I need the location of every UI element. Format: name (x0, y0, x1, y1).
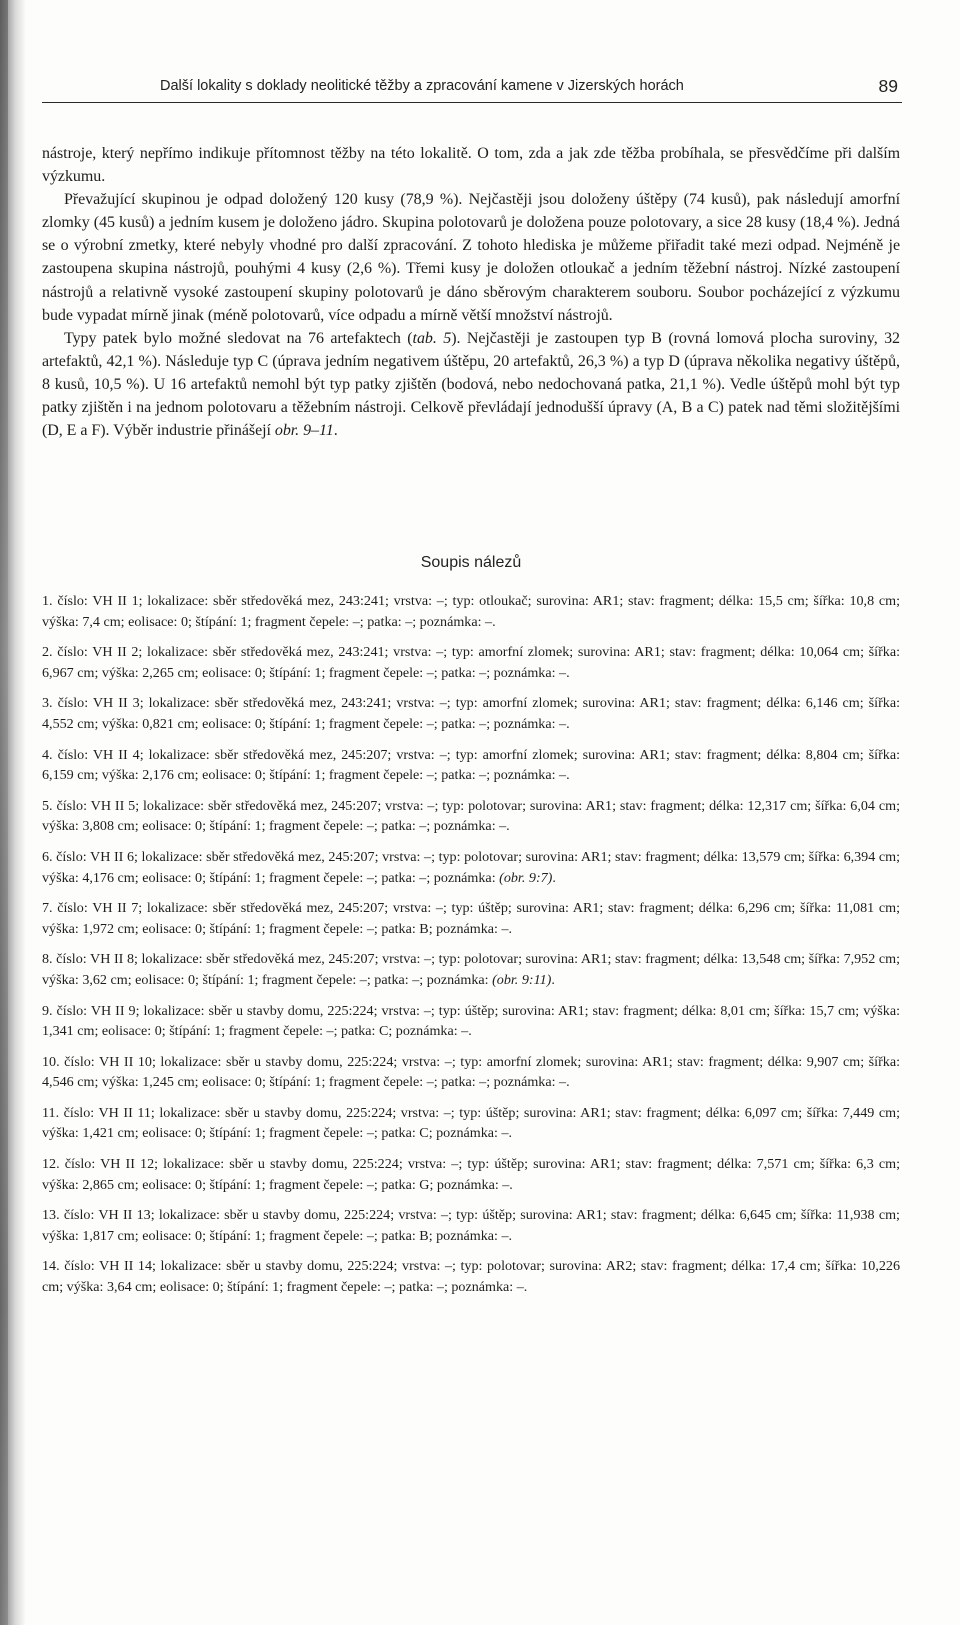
entry-number: 6. číslo: (42, 848, 87, 865)
catalogue-entry (42, 796, 900, 837)
paragraph-3-part-3: . (333, 422, 338, 440)
entry-text: VH II 2; lokalizace: sběr středověká mez, 243:241; vrstva: –; typ: amorfní zlomek; surovina: AR1; stav: fragment; délka: 10,064 cm; šířka: 6,967 cm; výška: 2,265 cm; eolisace: 0; štípání: 1; fragment čepele: –; patka: –; poznámka: –. (42, 644, 900, 681)
entry-text: VH II 8; lokalizace: sběr středověká mez, 245:207; vrstva: –; typ: polotovar; surovina: AR1; stav: fragment; délka: 13,548 cm; šířka: 7,952 cm; výška: 3,62 cm; eolisace: 0; štípání: 1; fragment čepele: –; patka: –; poznámka: (42, 951, 900, 988)
page-number: 89 (878, 76, 898, 96)
catalogue-entry (42, 1103, 900, 1144)
entry-tail: . (551, 971, 555, 988)
entry-number: 4. číslo: (42, 746, 89, 763)
entry-text: VH II 11; lokalizace: sběr u stavby domu, 225:224; vrstva: –; typ: úštěp; surovina: AR1; stav: fragment; délka: 6,097 cm; šířka: 7,449 cm; výška: 1,421 cm; eolisace: 0; štípání: 1; fragment čepele: –; patka: C; poznámka: –. (42, 1104, 900, 1142)
catalogue-entry (42, 642, 900, 683)
entry-text: VH II 13; lokalizace: sběr u stavby domu, 225:224; vrstva: –; typ: úštěp; surovina: AR1; stav: fragment; délka: 6,645 cm; šířka: 11,938 cm; výška: 1,817 cm; eolisace: 0; štípání: 1; fragment čepele: –; patka: B; poznámka: –. (42, 1207, 900, 1244)
catalogue-entry (42, 847, 900, 888)
entry-text: VH II 7; lokalizace: sběr středověká mez, 245:207; vrstva: –; typ: úštěp; surovina: AR1; stav: fragment; délka: 6,296 cm; šířka: 11,081 cm; výška: 1,972 cm; eolisace: 0; štípání: 1; fragment čepele: –; patka: B; poznámka: –. (42, 900, 900, 937)
catalogue-entry (42, 1001, 900, 1042)
catalogue-entry (42, 1205, 900, 1246)
catalogue-entry (42, 898, 900, 939)
running-header-title: Další lokality s doklady neolitické těžby a zpracování kamene v Jizerských horách (160, 78, 684, 94)
catalogue-entry (42, 949, 900, 990)
section-heading: Soupis nálezů (420, 554, 522, 571)
running-header (42, 76, 902, 103)
paragraph-2: Převažující skupinou je odpad doložený 120 kusy (78,9 %). Nejčastěji jsou doloženy úštěpy (74 kusů), pak následují amorfní zlomky (45 kusů) a jedním kusem je doloženo jádro. Skupina polotovarů je doložena pouze polotovary, a sice 28 kusy (18,4 %). Jedná se o výrobní zmetky, které nebyly vhodné pro další zpracování. Z tohoto hlediska je můžeme přiřadit také mezi odpad. Nejméně je zastoupena skupina nástrojů, pouhými 4 kusy (2,6 %). Třemi kusy je doložen otloukač a jedním těžební nástroj. Nízké zastoupení nástrojů a relativně vysoké zastoupení skupiny polotovarů je dáno sběrovým charakterem souboru. Soubor pocházející z výzkumu bude vypadat mírně jinak (méně polotovarů, více odpadu a mírně větší množství nástrojů. (42, 191, 900, 324)
table-reference: tab. 5 (412, 329, 452, 347)
entry-number: 10. číslo: (42, 1053, 95, 1070)
entry-text: VH II 1; lokalizace: sběr středověká mez, 243:241; vrstva: –; typ: otloukač; surovina: AR1; stav: fragment; délka: 15,5 cm; šířka: 10,8 cm; výška: 7,4 cm; eolisace: 0; štípání: 1; fragment čepele: –; patka: –; poznámka: –. (42, 593, 900, 630)
paragraph-3-part-1: Typy patek bylo možné sledovat na 76 artefaktech ( (64, 329, 413, 347)
entry-text: VH II 10; lokalizace: sběr u stavby domu, 225:224; vrstva: –; typ: amorfní zlomek; surovina: AR1; stav: fragment; délka: 9,907 cm; šířka: 4,546 cm; výška: 1,245 cm; eolisace: 0; štípání: 1; fragment čepele: –; patka: –; poznámka: –. (42, 1053, 900, 1091)
catalogue-entry (42, 1154, 900, 1195)
figure-reference: obr. 9–11 (274, 422, 334, 440)
entry-number: 5. číslo: (42, 797, 87, 814)
entry-number: 1. číslo: (42, 593, 88, 609)
entry-number: 9. číslo: (42, 1002, 88, 1019)
entry-number: 11. číslo: (42, 1104, 95, 1121)
entry-text: VH II 14; lokalizace: sběr u stavby domu, 225:224; vrstva: –; typ: polotovar; surovina: AR2; stav: fragment; délka: 17,4 cm; šířka: 10,226 cm; výška: 3,64 cm; eolisace: 0; štípání: 1; fragment čepele: –; patka: –; poznámka: –. (42, 1258, 900, 1296)
paragraph-3-part-2: ). Nejčastěji je zastoupen typ B (rovná lomová plocha suroviny, 32 artefaktů, 42,1 %). Následuje typ C (úprava jedním negativem úštěpu, 20 artefaktů, 26,3 %) a typ D (úprava několika negativy úštěpů, 8 kusů, 10,5 %). U 16 artefaktů nemohl být typ patky zjištěn (bodová, nebo nedochovaná patka, 21,1 %). Vedle úštěpů mohl být typ patky zjištěn i na jednom polotovaru a těžebním nástroji. Celkově převládají jednodušší úpravy (A, B a C) patek nad těmi složitějšími (D, E a F). Výběr industrie přinášejí (42, 329, 900, 440)
paragraph-1: nástroje, který nepřímo indikuje přítomnost těžby na této lokalitě. O tom, zda a jak zde těžba probíhala, se přesvědčíme při dalším výzkumu. (42, 145, 900, 186)
entry-text: VH II 5; lokalizace: sběr středověká mez, 245:207; vrstva: –; typ: polotovar; surovina: AR1; stav: fragment; délka: 12,317 cm; šířka: 6,04 cm; výška: 3,808 cm; eolisace: 0; štípání: 1; fragment čepele: –; patka: –; poznámka: –. (42, 797, 900, 835)
entry-number: 7. číslo: (42, 900, 88, 917)
entry-text: VH II 6; lokalizace: sběr středověká mez, 245:207; vrstva: –; typ: polotovar; surovina: AR1; stav: fragment; délka: 13,579 cm; šířka: 6,394 cm; výška: 4,176 cm; eolisace: 0; štípání: 1; fragment čepele: –; patka: –; poznámka: (42, 848, 900, 886)
entry-number: 12. číslo: (42, 1156, 96, 1173)
entry-number: 14. číslo: (42, 1258, 95, 1275)
catalogue-entry (42, 745, 900, 786)
entry-number: 3. číslo: (42, 695, 89, 712)
entry-text: VH II 4; lokalizace: sběr středověká mez, 245:207; vrstva: –; typ: amorfní zlomek; surovina: AR1; stav: fragment; délka: 8,804 cm; šířka: 6,159 cm; výška: 2,176 cm; eolisace: 0; štípání: 1; fragment čepele: –; patka: –; poznámka: –. (42, 746, 900, 784)
entry-tail: . (552, 869, 556, 886)
entry-text: VH II 3; lokalizace: sběr středověká mez, 243:241; vrstva: –; typ: amorfní zlomek; surovina: AR1; stav: fragment; délka: 6,146 cm; šířka: 4,552 cm; výška: 0,821 cm; eolisace: 0; štípání: 1; fragment čepele: –; patka: –; poznámka: –. (42, 695, 900, 732)
finds-catalogue (42, 591, 900, 1308)
entry-number: 2. číslo: (42, 644, 88, 661)
paragraph-3 (42, 327, 900, 442)
binding-edge (0, 0, 8, 1625)
entry-figure-reference: (obr. 9:11) (492, 971, 552, 988)
catalogue-entry (42, 1052, 900, 1093)
entry-text: VH II 9; lokalizace: sběr u stavby domu, 225:224; vrstva: –; typ: úštěp; surovina: AR1; stav: fragment; délka: 8,01 cm; šířka: 15,7 cm; výška: 1,341 cm; eolisace: 0; štípání: 1; fragment čepele: –; patka: C; poznámka: –. (42, 1002, 900, 1040)
entry-number: 8. číslo: (42, 951, 87, 968)
catalogue-entry (42, 591, 900, 632)
catalogue-entry (42, 693, 900, 734)
catalogue-entry (42, 1256, 900, 1297)
body-text (42, 142, 900, 442)
entry-text: VH II 12; lokalizace: sběr u stavby domu, 225:224; vrstva: –; typ: úštěp; surovina: AR1; stav: fragment; délka: 7,571 cm; šířka: 6,3 cm; výška: 2,865 cm; eolisace: 0; štípání: 1; fragment čepele: –; patka: G; poznámka: –. (42, 1156, 900, 1193)
entry-figure-reference: (obr. 9:7) (499, 869, 553, 886)
entry-number: 13. číslo: (42, 1207, 95, 1224)
